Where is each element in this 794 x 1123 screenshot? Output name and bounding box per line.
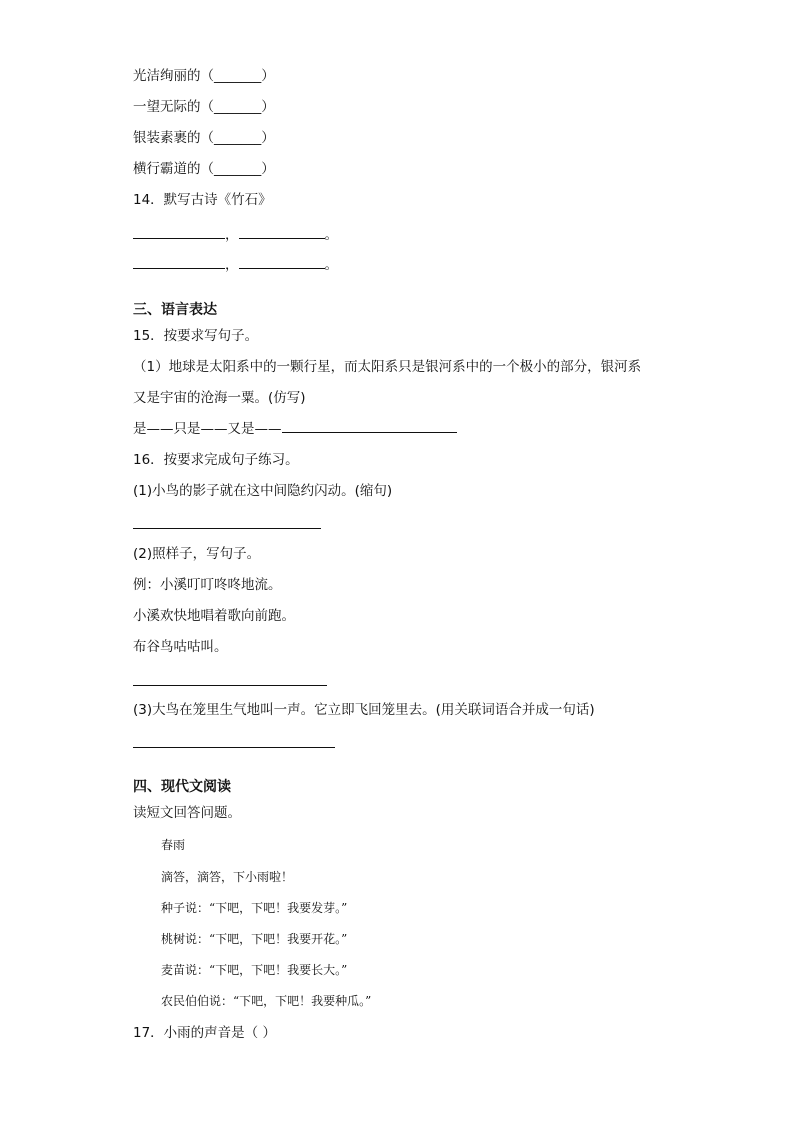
question-17-title: 17．小雨的声音是（ ） (133, 1025, 276, 1041)
poem-answer-line-1 (133, 226, 338, 244)
question-15-part-1: （1）地球是太阳系中的一颗行星，而太阳系只是银河系中的一个极小的部分，银河系 (133, 359, 642, 375)
punctuation: ， (225, 227, 239, 243)
prompt-sentence: 布谷鸟咕咕叫。 (133, 639, 228, 655)
question-15-title: 15．按要求写句子。 (133, 328, 259, 344)
question-15-part-1-cont: 又是宇宙的沧海一粟。(仿写) (133, 390, 306, 406)
word-item: 横行霸道的（_______） (133, 161, 275, 177)
word-item: 银装素裹的（_______） (133, 130, 275, 146)
punctuation: 。 (324, 227, 338, 243)
question-16-part-1: (1)小鸟的影子就在这中间隐约闪动。(缩句) (133, 483, 393, 499)
example-sentence: 例：小溪叮叮咚咚地流。 (133, 577, 282, 593)
question-16-title: 16．按要求完成句子练习。 (133, 452, 299, 468)
answer-blank[interactable] (133, 256, 225, 269)
poem-answer-line-2 (133, 256, 338, 274)
word-item: 光洁绚丽的（_______） (133, 68, 275, 84)
word-item: 一望无际的（_______） (133, 99, 275, 115)
answer-blank[interactable] (282, 420, 457, 433)
answer-line[interactable] (133, 747, 335, 748)
question-14-title: 14．默写古诗《竹石》 (133, 192, 272, 208)
passage-line: 麦苗说：“下吧，下吧！我要长大。” (161, 963, 348, 977)
answer-blank[interactable] (133, 226, 225, 239)
passage-line: 种子说：“下吧，下吧！我要发芽。” (161, 901, 348, 915)
question-16-part-2: (2)照样子，写句子。 (133, 546, 261, 562)
punctuation: ， (225, 257, 239, 273)
passage-line: 农民伯伯说：“下吧，下吧！我要种瓜。” (161, 994, 372, 1008)
passage-title: 春雨 (161, 838, 186, 852)
punctuation: 。 (324, 257, 338, 273)
instruction: 读短文回答问题。 (133, 805, 241, 821)
example-sentence-2: 小溪欢快地唱着歌向前跑。 (133, 608, 295, 624)
answer-blank[interactable] (239, 226, 325, 239)
question-16-part-3: (3)大鸟在笼里生气地叫一声。它立即飞回笼里去。(用关联词语合并成一句话) (133, 702, 595, 718)
pattern-text: 是——只是——又是—— (133, 421, 282, 437)
answer-line[interactable] (133, 528, 321, 529)
section-heading: 三、语言表达 (133, 302, 217, 318)
section-heading: 四、现代文阅读 (133, 779, 231, 795)
passage-line: 桃树说：“下吧，下吧！我要开花。” (161, 932, 348, 946)
question-15-pattern (133, 420, 457, 438)
answer-blank[interactable] (239, 256, 325, 269)
answer-line[interactable] (133, 685, 327, 686)
passage-line: 滴答，滴答，下小雨啦！ (161, 870, 294, 884)
